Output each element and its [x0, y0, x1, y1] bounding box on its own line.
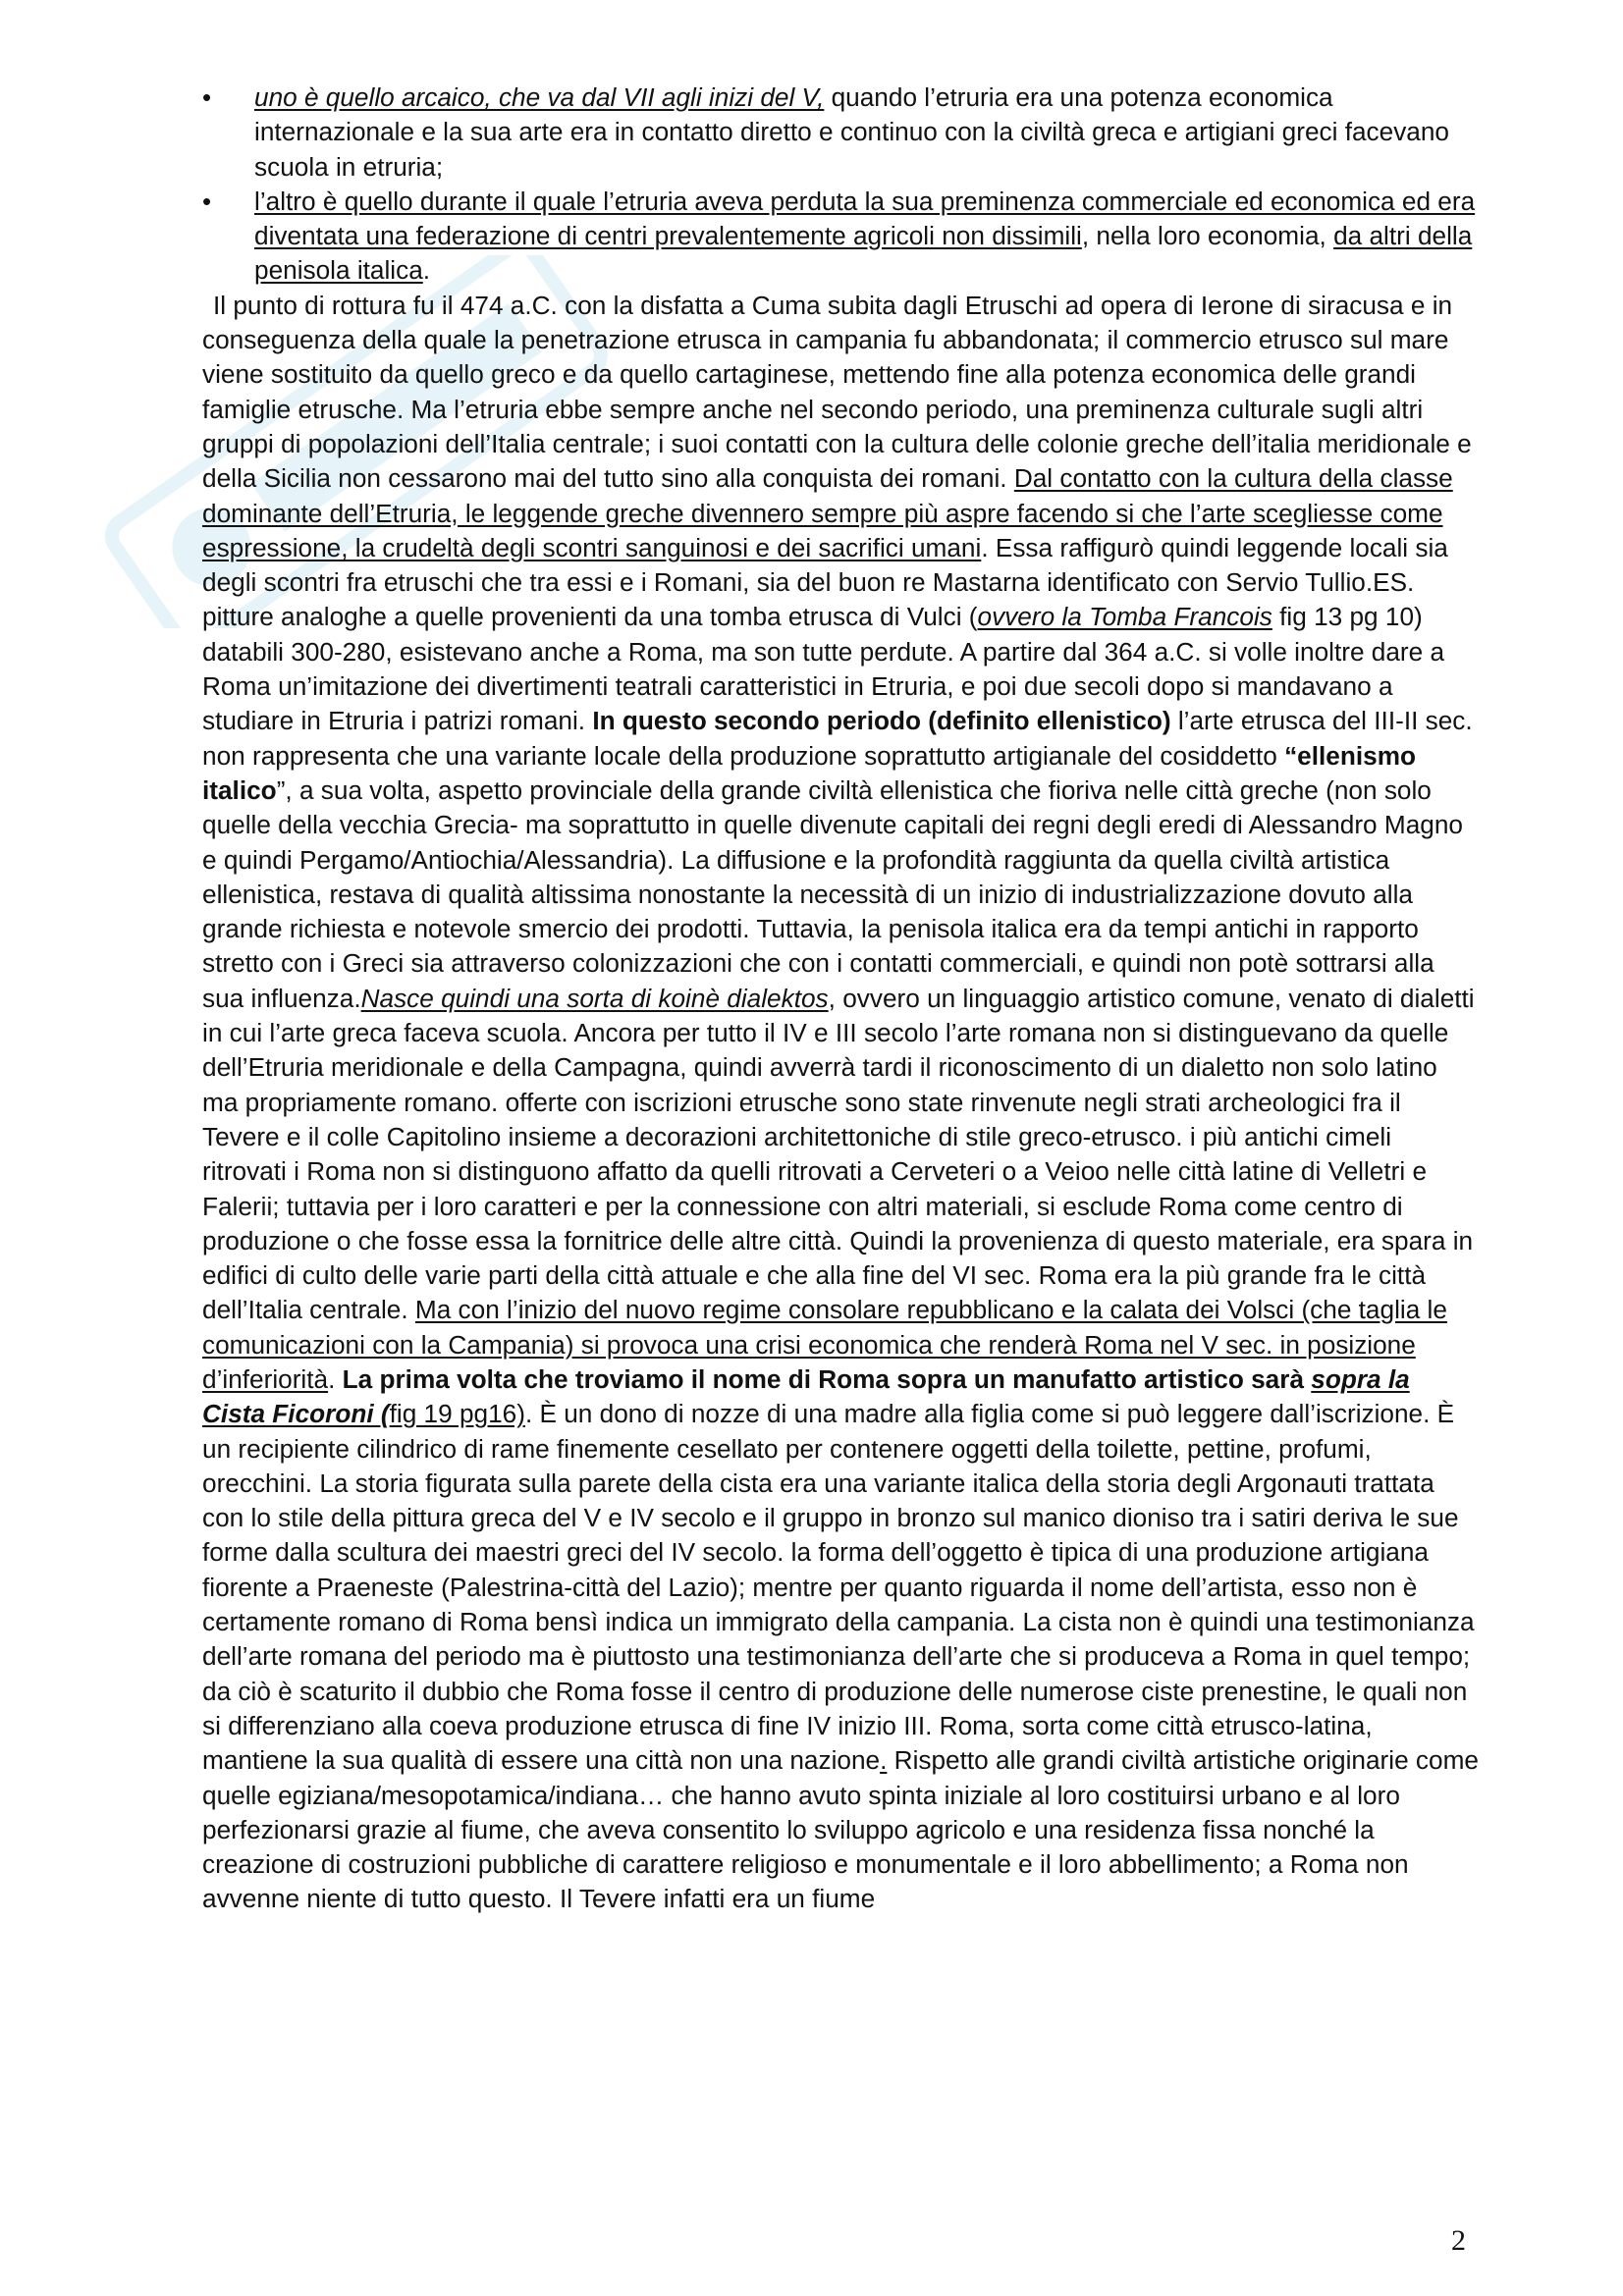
bold-phrase: La prima volta che troviamo il nome di Roma sopra un manufatto artistico sarà: [342, 1363, 1312, 1394]
page-number: 2: [1451, 2224, 1466, 2257]
text-run: . Essa raffigurò quindi leggende locali sia degli scontri fra etruschi che tra essi e i Romani, sia del buon re Mastarna identificato con Servio Tullio.ES. pitture analoghe a quelle provenienti da una tomba etrusca di Vulci (: [202, 532, 1448, 632]
bullet-list: [202, 80, 1479, 289]
underlined-phrase: da altri della penisola italica: [254, 221, 1473, 286]
underlined-phrase: l’altro è quello durante il quale l’etruria aveva perduta la sua preminenza commerciale ed economica ed era diventata una federazione di centri prevalentemente agricoli non dissimili: [254, 186, 1476, 251]
main-paragraph: [202, 289, 1479, 1917]
underlined-phrase: Ma con l’inizio del nuovo regime consolare repubblicano e la calata dei Volsci (che taglia le comunicazioni con la Campania) si provoca una crisi economica che renderà Roma nel V sec. in posizione d’inferiorità: [202, 1295, 1447, 1394]
bullet-item-agricultural: [202, 185, 1479, 289]
bullet-text: .: [422, 255, 431, 286]
text-run: Il punto di rottura fu il 474 a.C. con la disfatta a Cuma subita dagli Etruschi ad opera di Ierone di siracusa e in conseguenza della quale la penetrazione etrusca in campania fu abbandonata; il commercio etrusco sul mare viene sostituito da quello greco e da quello cartaginese, mettendo fine alla potenza economica delle grandi famiglie etrusche. Ma l’etruria ebbe sempre anche nel secondo periodo, una preminenza culturale sugli altri gruppi di popolazioni dell’Italia centrale; i suoi contatti con la cultura delle colonie greche dell’italia meridionale e della Sicilia non cessarono mai del tutto sino alla conquista dei romani.: [202, 290, 1472, 494]
bold-phrase: In questo secondo periodo (definito ellenistico): [592, 706, 1171, 736]
bullet-text: quando l’etruria era una potenza economica internazionale e la sua arte era in contatto diretto e continuo con la civiltà greca e artigiani greci facevano scuola in etruria;: [254, 82, 1449, 182]
underlined-period: .: [880, 1745, 888, 1776]
tomba-francois-reference: ovvero la Tomba Francois: [977, 602, 1272, 632]
bullet-item-archaic: [202, 80, 1479, 185]
text-run: .: [328, 1363, 343, 1394]
text-run: , ovvero un linguaggio artistico comune, venato di dialetti in cui l’arte greca faceva scuola. Ancora per tutto il IV e III secolo l’arte romana non si distinguevano da quelle dell’Etruria meridionale e della Campagna, quindi avverrà tardi il riconoscimento di un dialetto non solo latino ma propriamente romano. offerte con iscrizioni etrusche sono state rinvenute negli strati archeologici fra il Tevere e il colle Capitolino insieme a decorazioni architettoniche di stile greco-etrusco. i più antichi cimeli ritrovati i Roma non si distinguono affatto da quelli ritrovati a Cerveteri o a Veioo nelle città latine di Velletri e Falerii; tuttavia per i loro caratteri e per la connessione con altri materiali, si esclude Roma come centro di produzione o che fosse essa la fornitrice delle altre città. Quindi la provenienza di questo materiale, era spara in edifici di culto delle varie parti della città attuale e che alla fine del VI sec. Roma era la più grande fra le città dell’Italia centrale.: [202, 983, 1475, 1325]
figure-reference: fig 19 pg16): [389, 1399, 525, 1429]
archaic-period-phrase: uno è quello arcaico, che va dal VII agli inizi del V,: [254, 82, 825, 112]
bold-phrase: “ellenismo italico: [202, 740, 1416, 805]
document-body: [202, 80, 1479, 1917]
text-run: Rispetto alle grandi civiltà artistiche originarie come quelle egiziana/mesopotamica/indiana… che hanno avuto spinta iniziale al loro costituirsi urbano e al loro perfezionarsi grazie al fiume, che aveva consentito lo sviluppo agricolo e una residenza fissa nonché la creazione di costruzioni pubbliche di carattere religioso e monumentale e il loro abbellimento; a Roma non avvenne niente di tutto questo. Il Tevere infatti era un fiume: [202, 1745, 1479, 1914]
text-run: . È un dono di nozze di una madre alla figlia come si può leggere dall’iscrizione. È un recipiente cilindrico di rame finemente cesellato per contenere oggetti della toilette, pettine, profumi, orecchini. La storia figurata sulla parete della cista era una variante italica della storia degli Argonauti trattata con lo stile della pittura greca del V e IV secolo e il gruppo in bronzo sul manico dioniso tra i satiri deriva le sue forme dalla scultura dei maestri greci del IV secolo. la forma dell’oggetto è tipica di una produzione artigiana fiorente a Praeneste (Palestrina-città del Lazio); mentre per quanto riguarda il nome dell’artista, esso non è certamente romano di Roma bensì indica un immigrato della campania. La cista non è quindi una testimonianza dell’arte romana del periodo ma è piuttosto una testimonianza dell’arte che si produceva a Roma in quel tempo; da ciò è scaturito il dubbio che Roma fosse il centro di produzione delle numerose ciste prenestine, le quali non si differenziano alla coeva produzione etrusca di fine IV inizio III. Roma, sorta come città etrusco-latina, mantiene la sua qualità di essere una città non una nazione: [202, 1399, 1475, 1776]
underlined-phrase: Dal contatto con la cultura della classe dominante dell’Etruria, le leggende greche divennero sempre più aspre facendo si che l’arte scegliesse come espressione, la crudeltà degli scontri sanguinosi e dei sacrifici umani: [202, 463, 1453, 562]
text-run: ”, a sua volta, aspetto provinciale della grande civiltà ellenistica che fioriva nelle città greche (non solo quelle della vecchia Grecia- ma soprattutto in quelle divenute capitali dei regni degli eredi di Alessandro Magno e quindi Pergamo/Antiochia/Alessandria). La diffusione e la profondità raggiunta da quella civiltà artistica ellenistica, restava di qualità altissima nonostante la necessità di un inizio di industrializzazione dovuto alla grande richiesta e notevole smercio dei prodotti. Tuttavia, la penisola italica era da tempi antichi in rapporto stretto con i Greci sia attraverso colonizzazioni che con i contatti commerciali, e quindi non potè sottrarsi alla sua influenza.: [202, 774, 1463, 1013]
cista-ficoroni-reference: sopra la Cista Ficoroni (: [202, 1363, 1410, 1429]
text-run: fig 13 pg 10) databili 300-280, esistevano anche a Roma, ma son tutte perdute. A partire dal 364 a.C. si volle inoltre dare a Roma un’imitazione dei divertimenti teatrali caratteristici in Etruria, e poi due secoli dopo si mandavano a studiare in Etruria i patrizi romani.: [202, 602, 1445, 736]
text-run: l’arte etrusca del III-II sec. non rappresenta che una variante locale della produzione soprattutto artigianale del cosiddetto: [202, 706, 1473, 771]
bullet-text: , nella loro economia,: [1081, 221, 1334, 251]
koine-dialektos-phrase: Nasce quindi una sorta di koinè dialektos: [360, 983, 829, 1013]
